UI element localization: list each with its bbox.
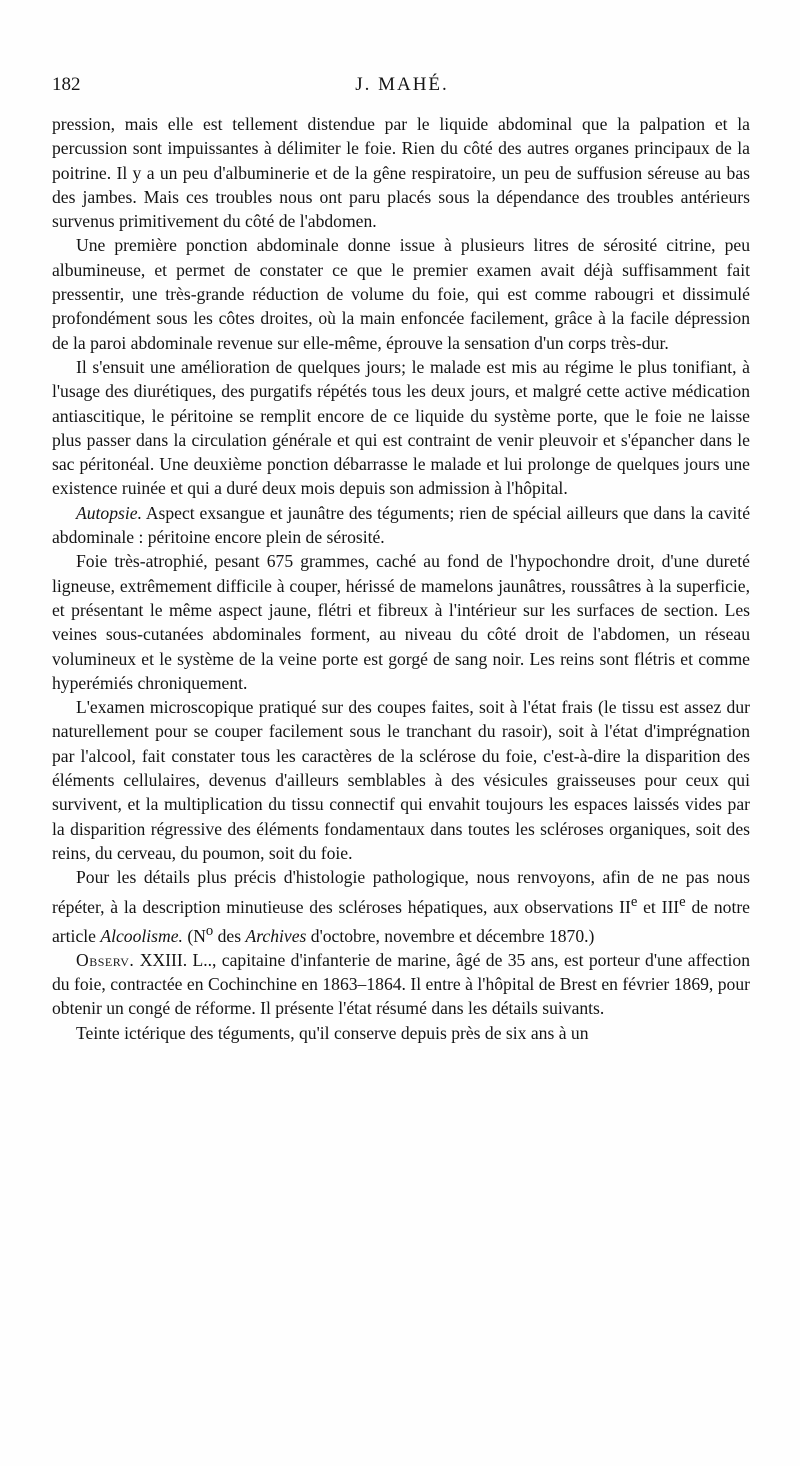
paragraph: L'examen microscopique pratiqué sur des coupes faites, soit à l'état frais (le tissu est assez dur naturellement pour se couper facilement sous le tranchant du rasoir), soit à l'état d'imprégnation par l'alcool, fait constater tous les caractères de la sclérose du foie, c'est-à-dire la disparition des éléments cellulaires, devenus d'ailleurs semblables à des vésicules graisseuses pour ceux qui survivent, et la multiplication du tissu connectif qui envahit toujours les espaces laissés vides par la disparition régressive des éléments fondamentaux dans toutes les scléroses organiques, soit des reins, du cerveau, du poumon, soit du foie. [52,697,750,863]
autopsie-label: Autopsie. [76,502,142,523]
page-header [52,74,752,102]
paragraph: Une première ponction abdominale donne issue à plusieurs litres de sérosité citrine, peu albumineuse, et permet de constater ce que le premier examen avait déjà suffisamment fait pressentir, une très-grande réduction de volume du foie, qui est comme rabougri et dissimulé profondément sous les côtes droites, où la main enfoncée facilement, grâce à la facile dépression de la paroi abdominale revenue sur elle-même, éprouve la sensation d'un corps très-dur. [52,235,750,353]
observation-label: Observ. [76,949,135,970]
superscript: o [205,922,214,939]
details-text: (N [182,925,206,946]
running-head: J. MAHÉ. [355,74,449,95]
paragraph: pression, mais elle est tellement distendue par le liquide abdominal que la palpation et la percussion sont impuissantes à délimiter le foie. Rien du côté des autres organes principaux de la poitrine. Il y a un peu d'albuminerie et de la gêne respiratoire, un peu de suffusion séreuse au bas des jambes. Mais ces troubles nous ont paru placés sous la dépendance des troubles antérieurs survenus primitivement du côté de l'abdomen. [52,114,750,232]
paragraph: Il s'ensuit une amélioration de quelques jours; le malade est mis au régime le plus tonifiant, à l'usage des diurétiques, des purgatifs répétés tous les deux jours, et malgré cette active médication antiascitique, le péritoine se remplit encore de ce liquide du système porte, que le foie ne laisse plus passer dans la circulation générale et qui est contraint de venir pleuvoir et s'épancher dans le sac péritonéal. Une deuxième ponction débarrasse le malade et lui prolonge de quelques jours une existence ruinée et qui a duré deux mois depuis son admission à l'hôpital. [52,356,750,499]
observation-paragraph [52,948,750,1021]
superscript: e [679,893,686,910]
details-text: d'octobre, novembre et décembre 1870.) [306,925,595,946]
autopsie-text: Aspect exsangue et jaunâtre des téguments; rien de spécial ailleurs que dans la cavité abdominale : péritoine encore plein de sérosité. [52,502,750,548]
details-text: et III [637,896,680,917]
article-title: Alcoolisme. [100,925,183,946]
observation-text: XXIII. L.., capitaine d'infanterie de marine, âgé de 35 ans, est porteur d'une affection du foie, contractée en Cochinchine en 1863–1864. Il entre à l'hôpital de Brest en février 1869, pour obtenir un congé de réforme. Il présente l'état résumé dans les détails suivants. [52,949,750,1019]
details-text: Pour les détails plus précis d'histologie pathologique, nous renvoyons, afin de ne pas nous répéter, à la description minutieuse des scléroses hépatiques, aux observations II [52,867,750,917]
paragraph: Foie très-atrophié, pesant 675 grammes, caché au fond de l'hypochondre droit, d'une dureté ligneuse, extrêmement difficile à couper, hérissé de mamelons jaunâtres, roussâtres à la superficie, et présentant le même aspect jaune, flétri et fibreux à l'intérieur sur les surfaces de section. Les veines sous-cutanées abdominales forment, au niveau du côté droit de l'abdomen, un réseau volumineux et le système de la veine porte est gorgé de sang noir. Les reins sont flétris et comme hyperémiés chroniquement. [52,551,750,693]
page-number: 182 [52,74,81,95]
details-text: de notre article [52,896,750,946]
autopsie-paragraph [52,501,750,550]
paragraph: Teinte ictérique des téguments, qu'il conserve depuis près de six ans à un [76,1022,589,1043]
details-text: des [213,925,246,946]
superscript: e [630,893,638,910]
body-text [52,112,750,1045]
journal-title: Archives [245,925,307,946]
details-paragraph [52,865,750,948]
